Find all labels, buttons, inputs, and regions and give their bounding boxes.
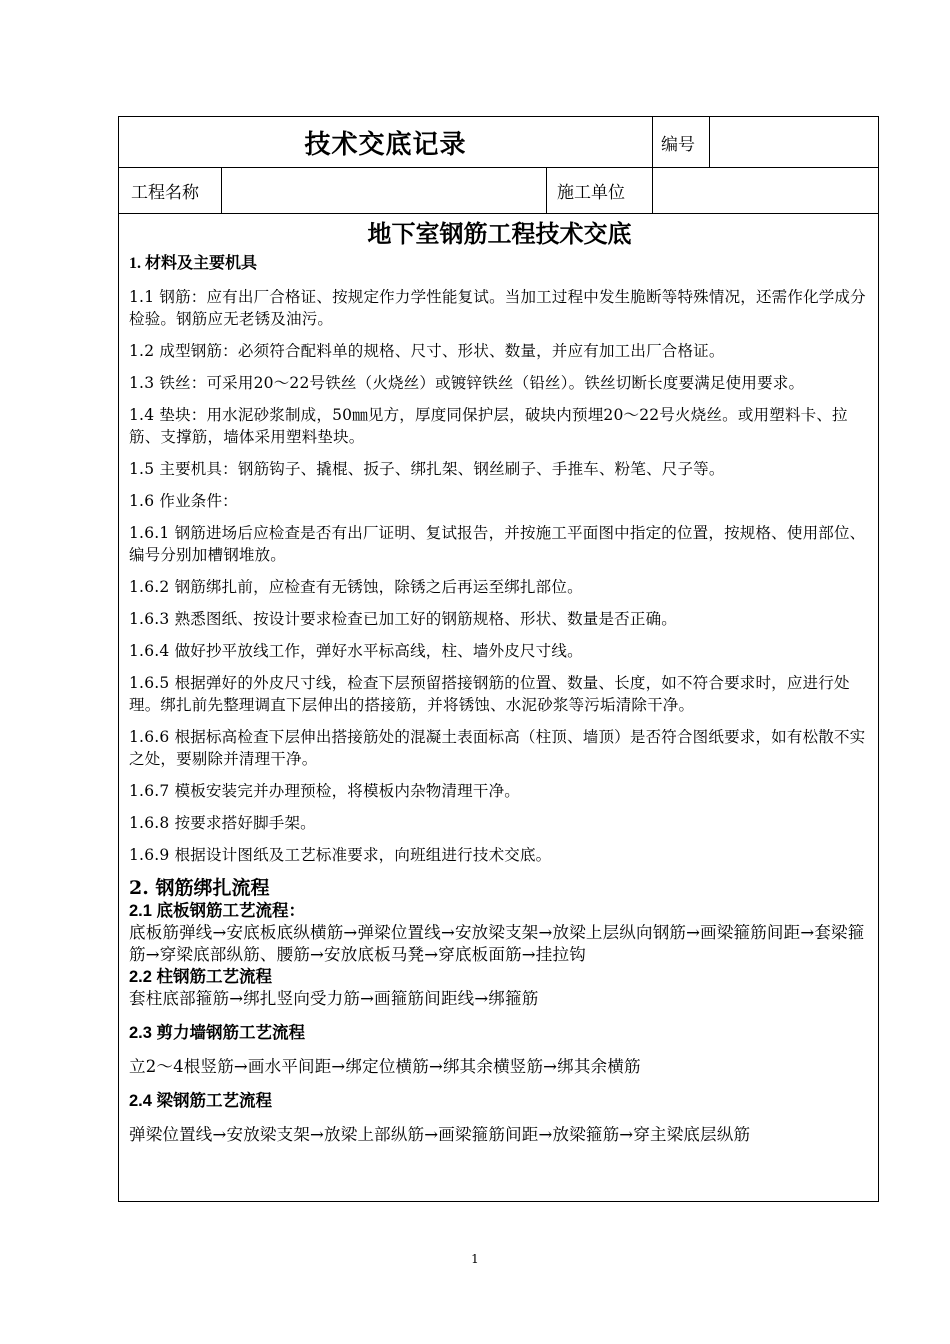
title-row <box>119 117 878 168</box>
record-title: 技术交底记录 <box>304 129 467 160</box>
paragraph-1-6-7: 1.6.7 模板安装完并办理预检，将模板内杂物清理干净。 <box>129 782 520 800</box>
disclosure-body <box>119 214 878 1201</box>
paragraph-1-6-5: 1.6.5 根据弹好的外皮尺寸线，检查下层预留搭接钢筋的位置、数量、长度，如不符合要求时，应进行处理。绑扎前先整理调直下层伸出的搭接筋，并将锈蚀、水泥砂浆等污垢清除干净。 <box>129 674 850 714</box>
subsection-2-3-title: 2.3 剪力墙钢筋工艺流程 <box>129 1024 306 1042</box>
paragraph-1-6-8: 1.6.8 按要求搭好脚手架。 <box>129 814 316 832</box>
paragraph-1-3: 1.3 铁丝：可采用20～22号铁丝（火烧丝）或镀锌铁丝（铅丝）。铁丝切断长度要满足使用要求。 <box>129 374 805 392</box>
paragraph-1-6-1: 1.6.1 钢筋进场后应检查是否有出厂证明、复试报告，并按施工平面图中指定的位置，按规格、使用部位、编号分别加槽钢堆放。 <box>129 524 866 564</box>
section-1-heading: 1. 材料及主要机具 <box>129 255 258 272</box>
subsection-2-3-text: 立2～4根竖筋→画水平间距→绑定位横筋→绑其余横竖筋→绑其余横筋 <box>129 1057 641 1076</box>
paragraph-1-6-9: 1.6.9 根据设计图纸及工艺标准要求，向班组进行技术交底。 <box>129 846 552 864</box>
subsection-2-1-text: 底板筋弹线→安底板底纵横筋→弹梁位置线→安放梁支架→放梁上层纵向钢筋→画梁箍筋间距→套梁箍筋→穿梁底部纵筋、腰筋→安放底板马凳→穿底板面筋→挂拉钩 <box>129 923 865 964</box>
paragraph-1-4: 1.4 垫块：用水泥砂浆制成，50㎜见方，厚度同保护层，破块内预埋20～22号火烧丝。或用塑料卡、拉筋、支撑筋，墙体采用塑料垫块。 <box>129 406 848 446</box>
paragraph-1-6-4: 1.6.4 做好抄平放线工作，弹好水平标高线，柱、墙外皮尺寸线。 <box>129 642 583 660</box>
project-name-label: 工程名称 <box>131 183 199 203</box>
subsection-2-1-title: 2.1 底板钢筋工艺流程： <box>129 902 306 920</box>
disclosure-record-table <box>118 116 879 1202</box>
paragraph-1-6-6: 1.6.6 根据标高检查下层伸出搭接筋处的混凝土表面标高（柱顶、墙顶）是否符合图纸要求，如有松散不实之处，要剔除并清理干净。 <box>129 728 866 768</box>
paragraph-1-6: 1.6 作业条件： <box>129 492 238 510</box>
paragraph-1-2: 1.2 成型钢筋：必须符合配料单的规格、尺寸、形状、数量，并应有加工出厂合格证。 <box>129 342 725 360</box>
paragraph-1-6-2: 1.6.2 钢筋绑扎前，应检查有无锈蚀，除锈之后再运至绑扎部位。 <box>129 578 583 596</box>
project-name-value <box>221 168 546 213</box>
subsection-2-4-title: 2.4 梁钢筋工艺流程 <box>129 1092 273 1110</box>
contractor-label: 施工单位 <box>546 168 652 213</box>
number-value <box>709 117 878 167</box>
contractor-value <box>652 168 878 213</box>
page-number: 1 <box>471 1252 479 1266</box>
number-label: 编号 <box>652 117 709 167</box>
section-2-heading: 2. 钢筋绑扎流程 <box>129 877 270 899</box>
info-row <box>119 168 878 214</box>
paragraph-1-5: 1.5 主要机具：钢筋钩子、撬棍、扳子、绑扎架、钢丝刷子、手推车、粉笔、尺子等。 <box>129 460 725 478</box>
paragraph-1-6-3: 1.6.3 熟悉图纸、按设计要求检查已加工好的钢筋规格、形状、数量是否正确。 <box>129 610 677 628</box>
paragraph-1-1: 1.1 钢筋：应有出厂合格证、按规定作力学性能复试。当加工过程中发生脆断等特殊情况，还需作化学成分检验。钢筋应无老锈及油污。 <box>129 288 866 328</box>
document-heading: 地下室钢筋工程技术交底 <box>367 219 632 248</box>
subsection-2-4-text: 弹梁位置线→安放梁支架→放梁上部纵筋→画梁箍筋间距→放梁箍筋→穿主梁底层纵筋 <box>129 1125 751 1144</box>
subsection-2-2-text: 套柱底部箍筋→绑扎竖向受力筋→画箍筋间距线→绑箍筋 <box>129 989 539 1008</box>
subsection-2-2-title: 2.2 柱钢筋工艺流程 <box>129 968 273 986</box>
